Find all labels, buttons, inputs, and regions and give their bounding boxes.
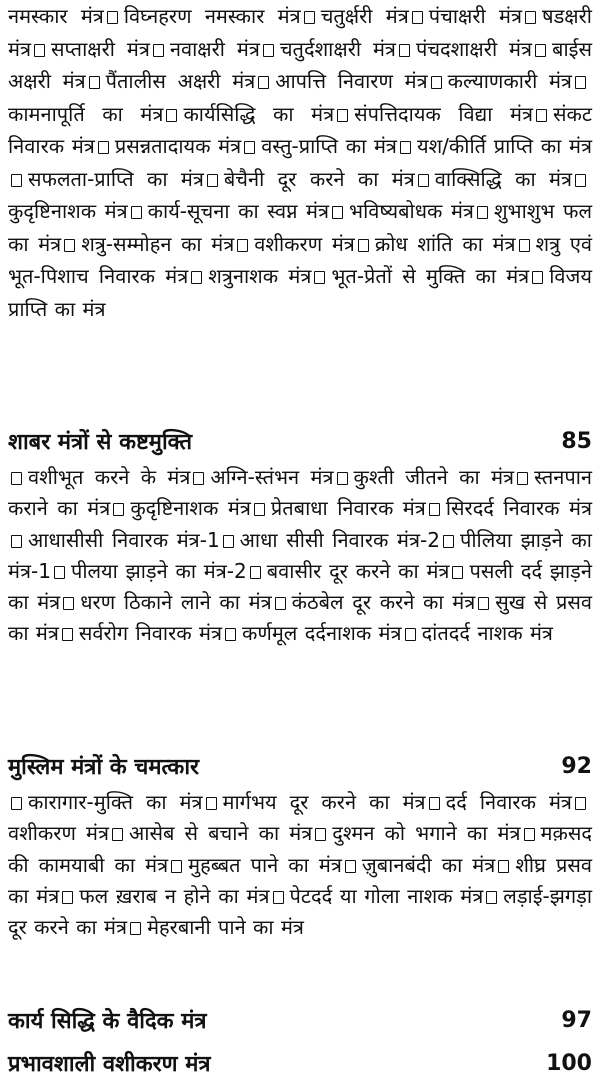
checkbox-bullet-icon	[34, 44, 45, 57]
checkbox-bullet-icon	[131, 206, 142, 219]
list-item: वाक्सिद्धि का मंत्र	[434, 166, 572, 191]
checkbox-bullet-icon	[498, 860, 509, 873]
checkbox-bullet-icon	[405, 628, 416, 641]
list-item: लड़ाई-झगड़ा दूर करने का मंत्र	[8, 883, 593, 940]
list-item: कामनापूर्ति का मंत्र	[8, 101, 164, 126]
list-item: कुदृष्टिनाशक मंत्र	[130, 496, 251, 521]
checkbox-bullet-icon	[64, 239, 75, 252]
checkbox-bullet-icon	[418, 174, 429, 187]
checkbox-bullet-icon	[11, 174, 22, 187]
checkbox-bullet-icon	[11, 472, 22, 485]
checkbox-bullet-icon	[337, 472, 348, 485]
checkbox-bullet-icon	[358, 239, 369, 252]
checkbox-bullet-icon	[575, 76, 586, 89]
list-item: कारागार-मुक्ति का मंत्र	[28, 790, 203, 814]
list-item: आपत्ति निवारण मंत्र	[275, 69, 428, 93]
list-item: चतुर्क्षरी मंत्र	[320, 4, 409, 28]
list-item: भूत-प्रेतों से मुक्ति का मंत्र	[331, 264, 530, 288]
list-item: पंचाक्षरी मंत्र	[428, 4, 523, 28]
checkbox-bullet-icon	[315, 828, 326, 841]
list-item: मक़सद की कामयाबी का मंत्र	[8, 821, 592, 877]
checkbox-bullet-icon	[412, 11, 423, 24]
checkbox-bullet-icon	[575, 174, 586, 187]
list-item: स्तनपान कराने का मंत्र	[8, 465, 592, 521]
continuation-entry-list	[8, 0, 592, 325]
list-item: कंठबेल दूर करने का मंत्र	[291, 590, 476, 615]
checkbox-bullet-icon	[431, 76, 442, 89]
list-item: संपत्तिदायक विद्या मंत्र	[354, 101, 534, 126]
checkbox-bullet-icon	[429, 797, 440, 810]
list-item: पैंतालीस अक्षरी मंत्र	[105, 69, 256, 93]
page-number: 100	[546, 1050, 592, 1076]
checkbox-bullet-icon	[54, 566, 65, 579]
list-item: वशीभूत करने के मंत्र	[28, 465, 191, 489]
section-entry-list-muslim	[8, 787, 592, 943]
checkbox-bullet-icon	[193, 472, 204, 485]
checkbox-bullet-icon	[62, 628, 73, 641]
checkbox-bullet-icon	[223, 535, 234, 548]
checkbox-bullet-icon	[11, 797, 22, 810]
list-item: सुख से प्रसव का मंत्र	[8, 590, 592, 646]
list-item: मुहब्बत पाने का मंत्र	[188, 852, 342, 877]
list-item: शीघ्र प्रसव का मंत्र	[8, 852, 592, 908]
section-title: कार्य सिद्धि के वैदिक मंत्र	[8, 1009, 207, 1034]
checkbox-bullet-icon	[207, 174, 218, 187]
list-item: सर्वरोग निवारक मंत्र	[78, 621, 223, 646]
checkbox-bullet-icon	[399, 44, 410, 57]
list-item: पंचदशाक्षरी मंत्र	[415, 36, 533, 61]
list-item: शुभाशुभ फल का मंत्र	[8, 199, 593, 256]
checkbox-bullet-icon	[519, 239, 530, 252]
section-title: प्रभावशाली वशीकरण मंत्र	[8, 1052, 211, 1077]
checkbox-bullet-icon	[429, 503, 440, 516]
list-item: क्रोध शांति का मंत्र	[374, 231, 516, 256]
checkbox-bullet-icon	[244, 141, 255, 154]
checkbox-bullet-icon	[400, 141, 411, 154]
checkbox-bullet-icon	[206, 797, 217, 810]
list-item: यश/कीर्ति प्राप्ति का मंत्र	[416, 134, 592, 158]
checkbox-bullet-icon	[153, 44, 164, 57]
list-item: अग्नि-स्तंभन मंत्र	[210, 465, 334, 489]
checkbox-bullet-icon	[478, 597, 489, 610]
list-item: चतुर्दशाक्षरी मंत्र	[279, 36, 396, 61]
checkbox-bullet-icon	[62, 891, 73, 904]
list-item: सिरदर्द निवारक मंत्र	[445, 496, 592, 521]
checkbox-bullet-icon	[275, 597, 286, 610]
list-item: विजय प्राप्ति का मंत्र	[8, 264, 592, 321]
list-item: कुश्ती जीतने का मंत्र	[353, 465, 515, 489]
checkbox-bullet-icon	[258, 76, 269, 89]
list-item: पेटदर्द या गोला नाशक मंत्र	[289, 883, 484, 908]
checkbox-bullet-icon	[452, 566, 463, 579]
section-heading-muslim	[8, 749, 592, 783]
list-item: बाईस अक्षरी मंत्र	[8, 36, 592, 93]
checkbox-bullet-icon	[575, 797, 586, 810]
checkbox-bullet-icon	[536, 109, 547, 122]
checkbox-bullet-icon	[130, 922, 141, 935]
list-item: फल ख़राब न होने का मंत्र	[79, 883, 270, 908]
checkbox-bullet-icon	[443, 535, 454, 548]
checkbox-bullet-icon	[225, 628, 236, 641]
list-item: भविष्यबोधक मंत्र	[349, 199, 474, 223]
list-item: षडक्षरी मंत्र	[8, 4, 592, 61]
list-item: सफलता-प्राप्ति का मंत्र	[28, 166, 204, 191]
list-item: कुदृष्टिनाशक मंत्र	[8, 199, 128, 223]
list-item: वस्तु-प्राप्ति का मंत्र	[261, 134, 397, 158]
checkbox-bullet-icon	[273, 891, 284, 904]
list-item: शत्रु-सम्मोहन का मंत्र	[81, 231, 235, 256]
checkbox-bullet-icon	[98, 141, 109, 154]
list-item: शत्रुनाशक मंत्र	[208, 264, 312, 288]
checkbox-bullet-icon	[191, 271, 202, 284]
list-item: दर्द निवारक मंत्र	[445, 790, 572, 814]
list-item: बेचैनी दूर करने का मंत्र	[223, 166, 415, 191]
page-number: 85	[561, 428, 592, 454]
checkbox-bullet-icon	[535, 44, 546, 57]
checkbox-bullet-icon	[237, 239, 248, 252]
checkbox-bullet-icon	[525, 11, 536, 24]
list-item: सप्ताक्षरी मंत्र	[51, 36, 150, 61]
list-item: वशीकरण मंत्र	[8, 821, 110, 846]
list-item: ज़ुबानबंदी का मंत्र	[361, 852, 496, 877]
list-item: पीलिया झाड़ने का मंत्र-1	[8, 527, 592, 583]
list-item: कार्य-सूचना का स्वप्न मंत्र	[147, 199, 330, 223]
checkbox-bullet-icon	[250, 566, 261, 579]
checkbox-bullet-icon	[112, 828, 123, 841]
checkbox-bullet-icon	[171, 860, 182, 873]
checkbox-bullet-icon	[337, 109, 348, 122]
checkbox-bullet-icon	[532, 271, 543, 284]
list-item: नवाक्षरी मंत्र	[169, 36, 260, 61]
checkbox-bullet-icon	[254, 503, 265, 516]
checkbox-bullet-icon	[486, 891, 497, 904]
list-item: संकट निवारक मंत्र	[8, 101, 592, 158]
list-item: आधासीसी निवारक मंत्र-1	[28, 527, 220, 552]
list-item: विघ्नहरण नमस्कार मंत्र	[123, 4, 301, 28]
checkbox-bullet-icon	[477, 206, 488, 219]
checkbox-bullet-icon	[517, 472, 528, 485]
list-item: बवासीर दूर करने का मंत्र	[266, 558, 450, 583]
list-item: धरण ठिकाने लाने का मंत्र	[80, 590, 272, 615]
list-item: दांतदर्द नाशक मंत्र	[421, 621, 553, 646]
page-number: 92	[561, 753, 592, 779]
page-number: 97	[561, 1007, 592, 1033]
list-item: मार्गभय दूर करने का मंत्र	[222, 790, 426, 814]
checkbox-bullet-icon	[345, 860, 356, 873]
checkbox-bullet-icon	[63, 597, 74, 610]
checkbox-bullet-icon	[166, 109, 177, 122]
list-item: कार्यसिद्धि का मंत्र	[183, 101, 335, 126]
section-heading-vedic	[8, 1003, 592, 1037]
checkbox-bullet-icon	[304, 11, 315, 24]
list-item: कल्याणकारी मंत्र	[447, 69, 572, 93]
list-item: आसेब से बचाने का मंत्र	[129, 821, 313, 846]
list-item: शत्रु एवं भूत-पिशाच निवारक मंत्र	[8, 231, 593, 288]
list-item: मेहरबानी पाने का मंत्र	[147, 915, 304, 940]
list-item: प्रसन्नतादायक मंत्र	[114, 134, 242, 158]
list-item: आधा सीसी निवारक मंत्र-2	[239, 527, 440, 552]
list-item: पीलया झाड़ने का मंत्र-2	[70, 558, 247, 583]
checkbox-bullet-icon	[314, 271, 325, 284]
list-item: प्रेतबाधा निवारक मंत्र	[270, 496, 426, 521]
list-item: पसली दर्द झाड़ने का मंत्र	[8, 558, 592, 615]
checkbox-bullet-icon	[263, 44, 274, 57]
checkbox-bullet-icon	[11, 535, 22, 548]
checkbox-bullet-icon	[113, 503, 124, 516]
list-item: दुश्मन को भगाने का मंत्र	[332, 821, 521, 846]
checkbox-bullet-icon	[332, 206, 343, 219]
section-heading-shabar	[8, 424, 592, 458]
section-heading-vashikaran	[8, 1046, 592, 1080]
section-title: मुस्लिम मंत्रों के चमत्कार	[8, 755, 200, 780]
checkbox-bullet-icon	[89, 76, 100, 89]
checkbox-bullet-icon	[107, 11, 118, 24]
section-title: शाबर मंत्रों से कष्टमुक्ति	[8, 430, 192, 455]
list-item: नमस्कार मंत्र	[8, 4, 104, 28]
section-entry-list-shabar	[8, 462, 592, 650]
list-item: वशीकरण मंत्र	[254, 231, 355, 256]
checkbox-bullet-icon	[524, 828, 535, 841]
list-item: कर्णमूल दर्दनाशक मंत्र	[242, 621, 402, 646]
